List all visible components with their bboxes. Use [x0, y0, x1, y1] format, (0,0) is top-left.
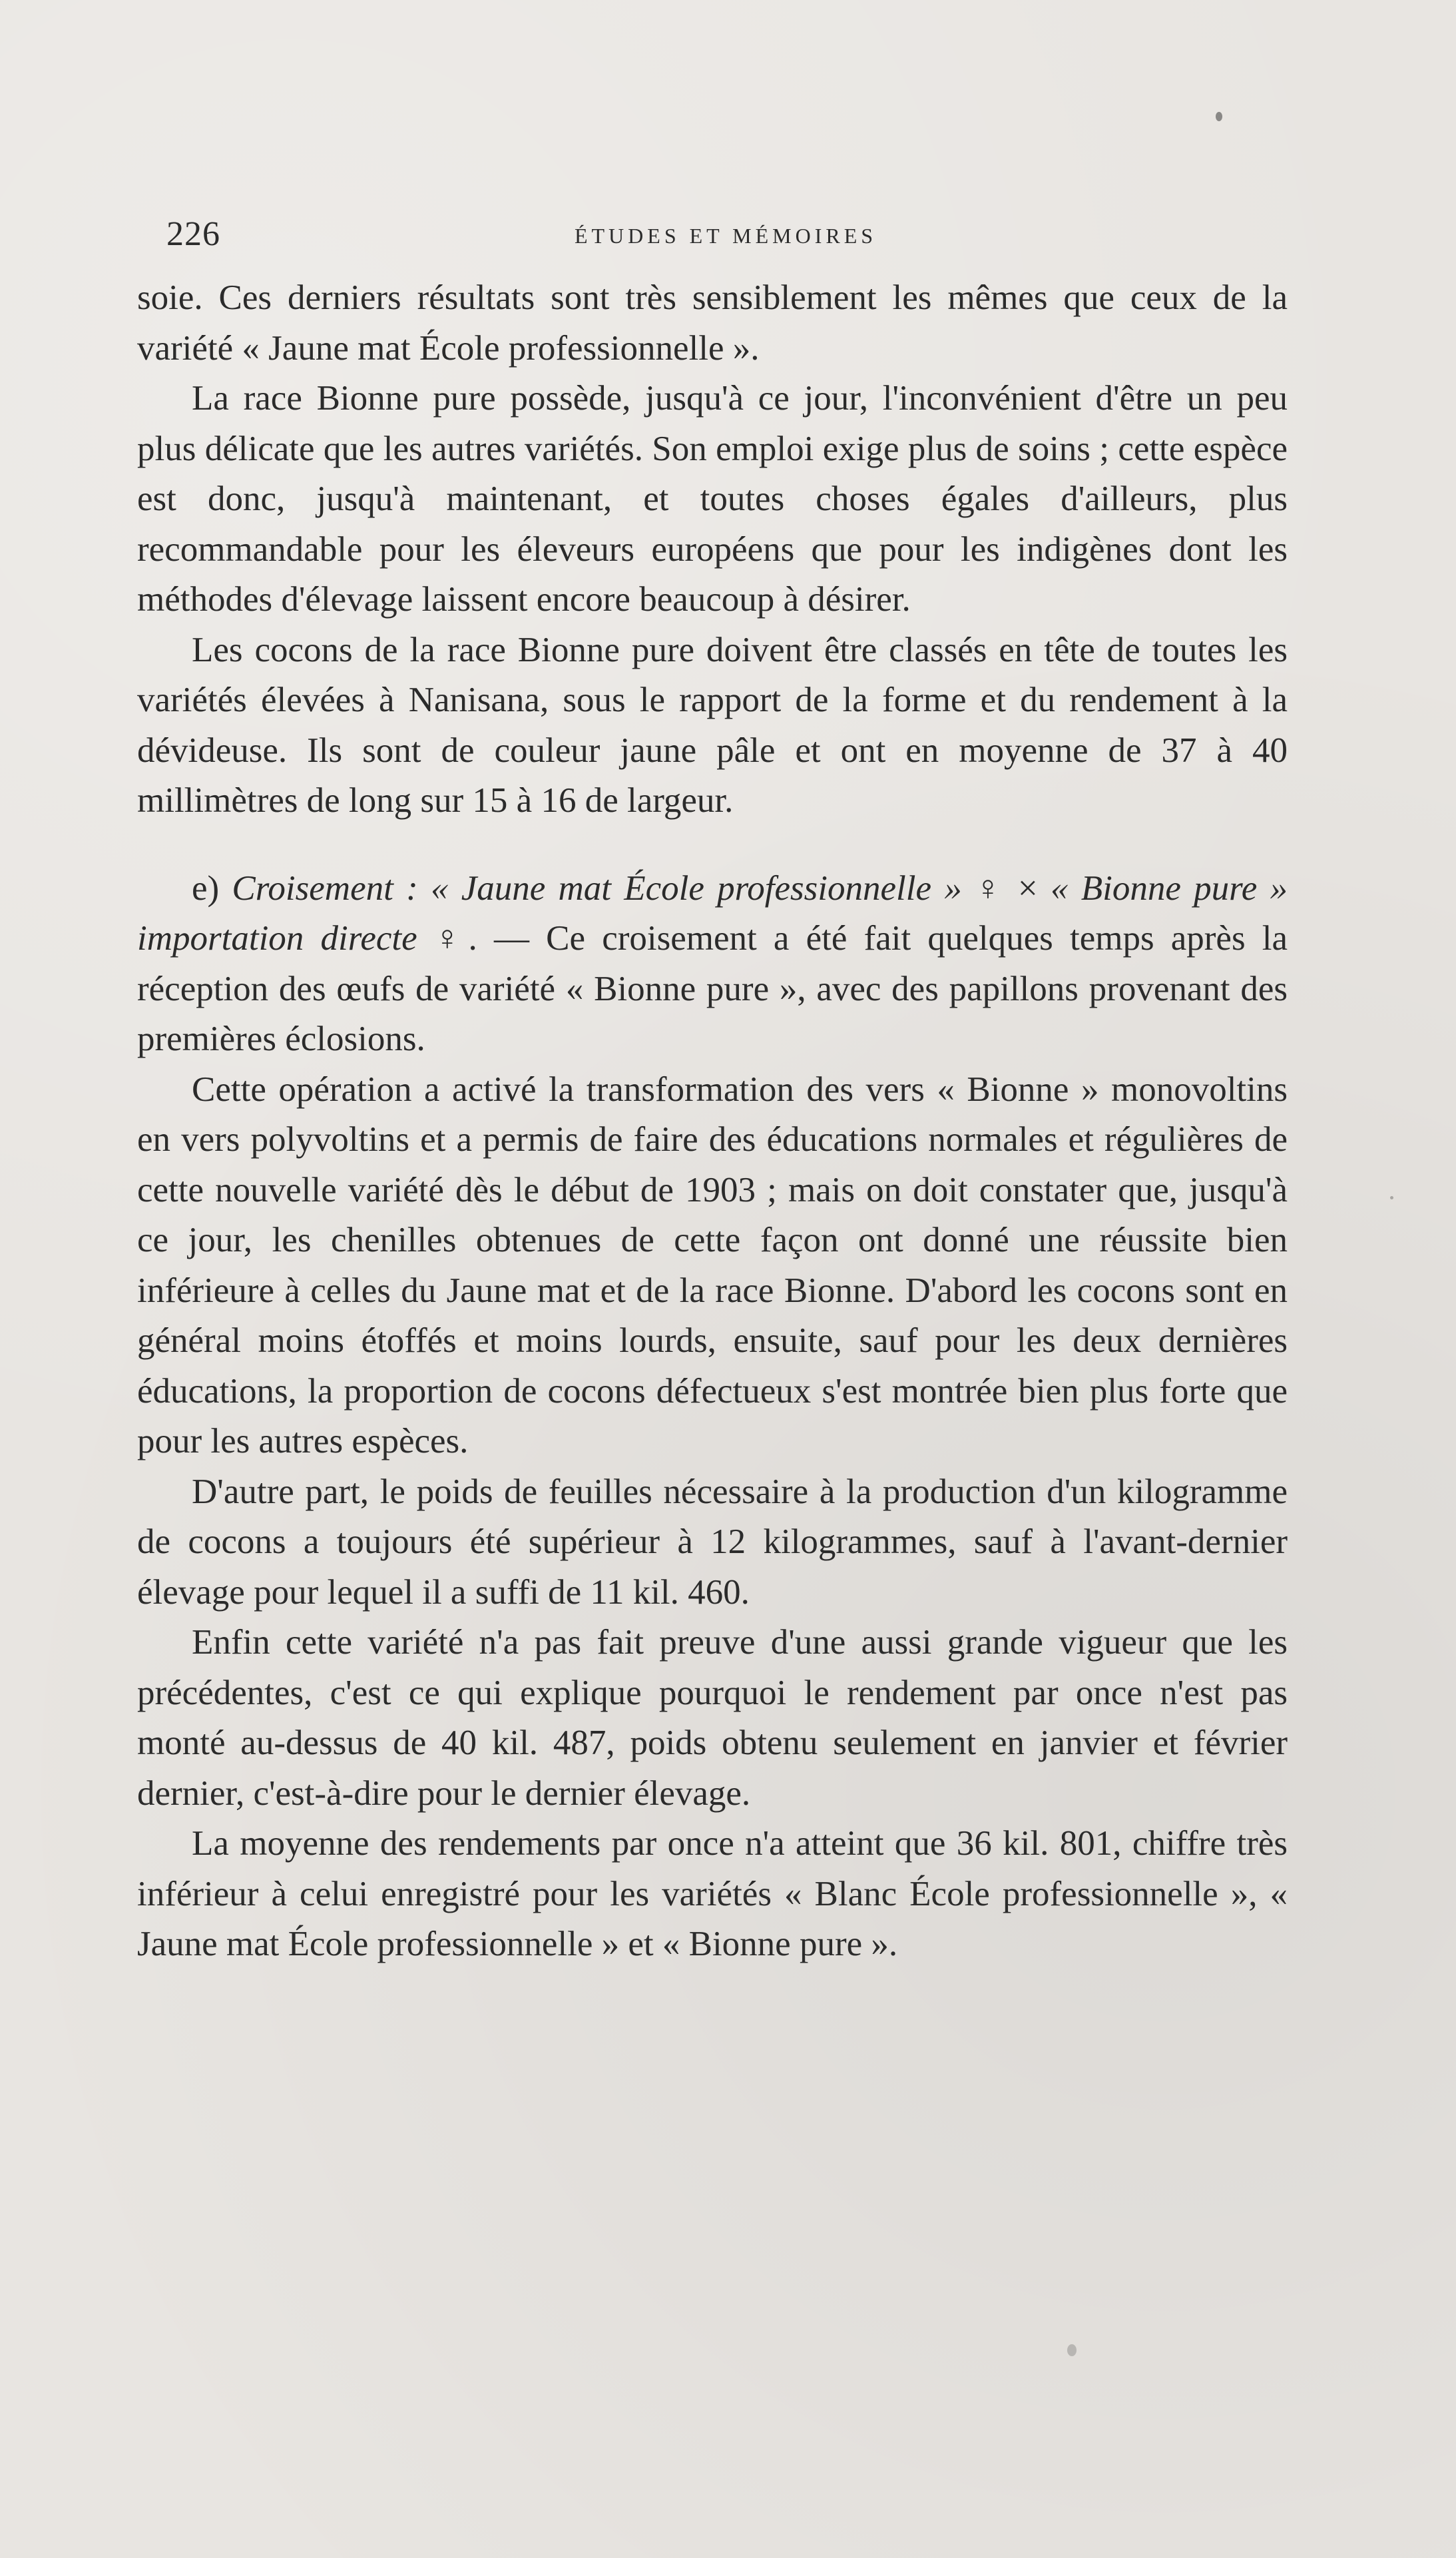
section-label: e): [192, 868, 220, 908]
croisement-text: — Ce croisement a été fait quelques temps après la réception des œufs de variété « Bionne pure », avec des papillons provenant des premières éclosions.: [137, 919, 1288, 1058]
cross-parent-2: « Bionne pure » importation directe: [137, 868, 1288, 958]
page-body: [137, 273, 1288, 1970]
paper-speck: [1067, 2344, 1077, 2356]
running-title: ÉTUDES ET MÉMOIRES: [574, 224, 877, 248]
paragraph-vigour: Enfin cette variété n'a pas fait preuve d'une aussi grande vigueur que les précédentes, c'est ce qui explique pourquoi le rendement par once n'est pas monté au-dessus de 40 kil. 487, poids obtenu seulement en janvier et février dernier, c'est-à-dire pour le dernier élevage.: [137, 1623, 1288, 1813]
page-header: [166, 214, 1285, 254]
female-symbol-icon: ♀: [974, 868, 1005, 908]
cross-symbol-icon: ×: [1017, 868, 1038, 908]
paragraph-operation: Cette opération a activé la transformation des vers « Bionne » monovoltins en vers polyvoltins et a permis de faire des éducations normales et régulières de cette nouvelle variété dès le début de 1903 ; mais on doit constater que, jusqu'à ce jour, les chenilles obtenues de cette façon ont donné une réussite bien inférieure à celles du Jaune mat et de la race Bionne. D'abord les cocons sont en général moins étoffés et moins lourds, ensuite, sauf pour les deux dernières éducations, la proportion de cocons défectueux s'est montrée bien plus forte que pour les autres espèces.: [137, 1070, 1288, 1460]
second-symbol-icon: ♀.: [433, 919, 477, 958]
cross-parent-1: « Jaune mat École professionnelle »: [430, 868, 962, 908]
page-number: 226: [166, 215, 220, 253]
paper-speck: [1216, 112, 1222, 121]
paragraph-bionne-delicacy: La race Bionne pure possède, jusqu'à ce jour, l'inconvénient d'être un peu plus délicate que les autres variétés. Son emploi exige plus de soins ; cette espèce est donc, jusqu'à maintenant, et toutes choses égales d'ailleurs, plus recommandable pour les éleveurs européens que pour les indigènes dont les méthodes d'élevage laissent encore beaucoup à désirer.: [137, 379, 1288, 619]
paragraph-average-yield: La moyenne des rendements par once n'a atteint que 36 kil. 801, chiffre très inférieur à celui enregistré pour les variétés « Blanc École professionnelle », « Jaune mat École professionnelle » et « Bionne pure ».: [137, 1824, 1288, 1963]
section-croisement: [137, 864, 1288, 1065]
paper-speck: [965, 942, 969, 947]
paragraph-bionne-cocoons: Les cocons de la race Bionne pure doivent être classés en tête de toutes les variétés élevées à Nanisana, sous le rapport de la forme et du rendement à la dévideuse. Ils sont de couleur jaune pâle et ont en moyenne de 37 à 40 millimètres de long sur 15 à 16 de largeur.: [137, 630, 1288, 820]
paragraph-leaf-weight: D'autre part, le poids de feuilles nécessaire à la production d'un kilogramme de cocons a toujours été supérieur à 12 kilogrammes, sauf à l'avant-dernier élevage pour lequel il a suffi de 11 kil. 460.: [137, 1472, 1288, 1612]
paper-speck: [1390, 1196, 1393, 1199]
paragraph-continuation: soie. Ces derniers résultats sont très sensiblement les mêmes que ceux de la variété « Jaune mat École professionnelle ».: [137, 278, 1288, 368]
section-term: Croisement: [232, 868, 393, 908]
section-colon: :: [406, 868, 418, 908]
